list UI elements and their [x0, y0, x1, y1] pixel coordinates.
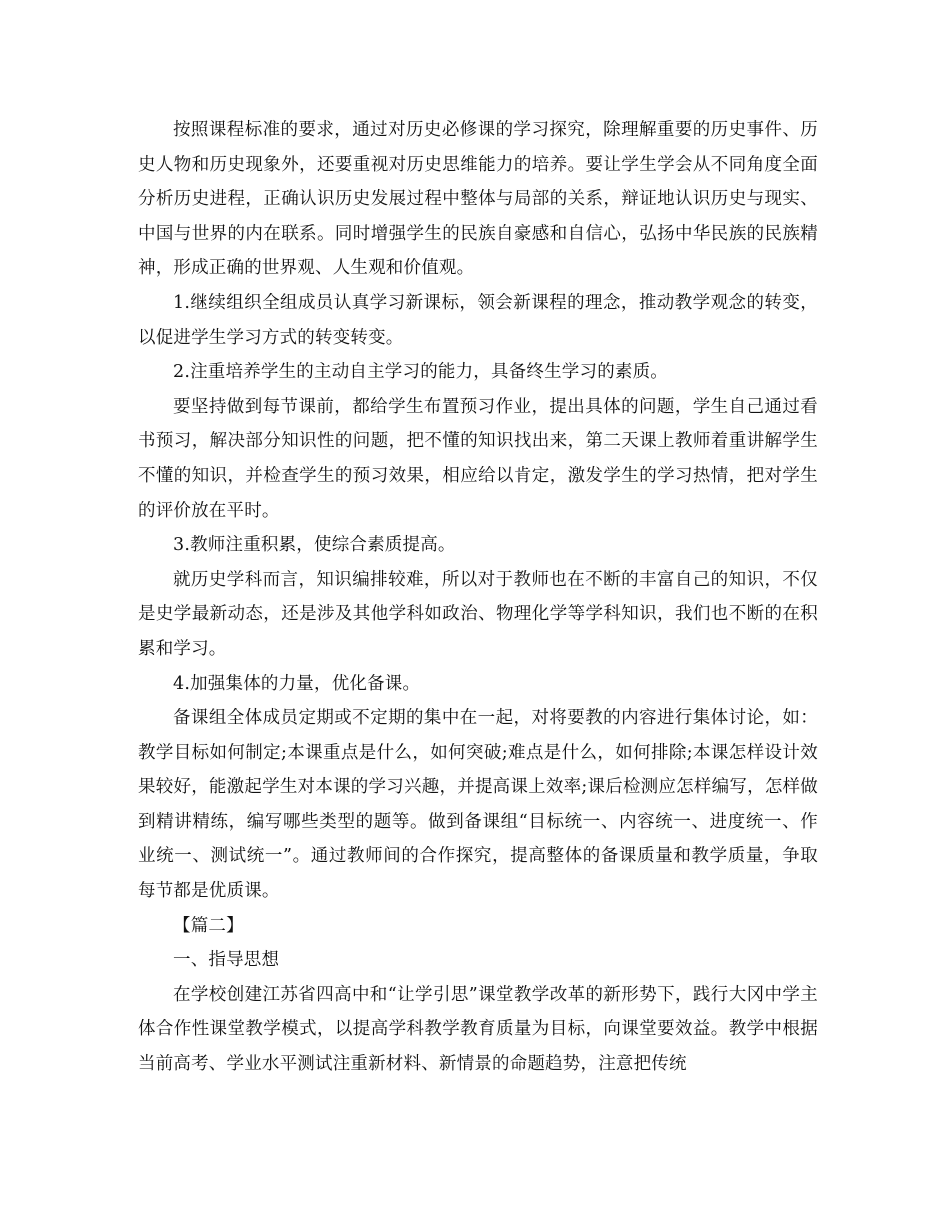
section-heading-guiding-thought: 一、指导思想 — [173, 950, 280, 971]
paragraph-item-1: 1.继续组织全组成员认真学习新课标，领会新课程的理念，推动教学观念的转变，以促进学生学习方式的转变转变。 — [138, 292, 818, 348]
paragraph-school-context: 在学校创建江苏省四高中和“让学引思”课堂教学改革的新形势下，践行大冈中学主体合作性课堂教学模式，以提高学科教学教育质量为目标，向课堂要效益。教学中根据当前高考、学业水平测试注重新材料、新情景的命题趋势，注意把传统 — [138, 984, 818, 1075]
paragraph-preview-homework: 要坚持做到每节课前，都给学生布置预习作业，提出具体的问题，学生自己通过看书预习，解决部分知识性的问题，把不懂的知识找出来，第二天课上教师着重讲解学生不懂的知识，并检查学生的预习效果，相应给以肯定，激发学生的学习热情，把对学生的评价放在平时。 — [138, 396, 818, 521]
paragraph-item-4: 4.加强集体的力量，优化备课。 — [173, 673, 421, 694]
section-heading-part-two: 【篇二】 — [173, 915, 244, 936]
paragraph-item-2: 2.注重培养学生的主动自主学习的能力，具备终生学习的素质。 — [173, 362, 668, 383]
paragraph-collective-prep: 备课组全体成员定期或不定期的集中在一起，对将要教的内容进行集体讨论，如：教学目标如何制定;本课重点是什么，如何突破;难点是什么，如何排除;本课怎样设计效果较好，能激起学生对本课的学习兴趣，并提高课上效率;课后检测应怎样编写，怎样做到精讲精练，编写哪些类型的题等。做到备课组“目标统一、内容统一、进度统一、作业统一、测试统一”。通过教师间的合作探究，提高整体的备课质量和教学质量，争取每节都是优质课。 — [138, 708, 818, 902]
paragraph-history-knowledge: 就历史学科而言，知识编排较难，所以对于教师也在不断的丰富自己的知识，不仅是史学最新动态，还是涉及其他学科如政治、物理化学等学科知识，我们也不断的在积累和学习。 — [138, 569, 818, 659]
paragraph-intro: 按照课程标准的要求，通过对历史必修课的学习探究，除理解重要的历史事件、历史人物和历史现象外，还要重视对历史思维能力的培养。要让学生学会从不同角度全面分析历史进程，正确认识历史发展过程中整体与局部的关系，辩证地认识历史与现实、中国与世界的内在联系。同时增强学生的民族自豪感和自信心，弘扬中华民族的民族精神，形成正确的世界观、人生观和价值观。 — [138, 120, 818, 279]
paragraph-item-3: 3.教师注重积累，使综合素质提高。 — [173, 535, 456, 556]
document-body — [138, 113, 818, 1082]
